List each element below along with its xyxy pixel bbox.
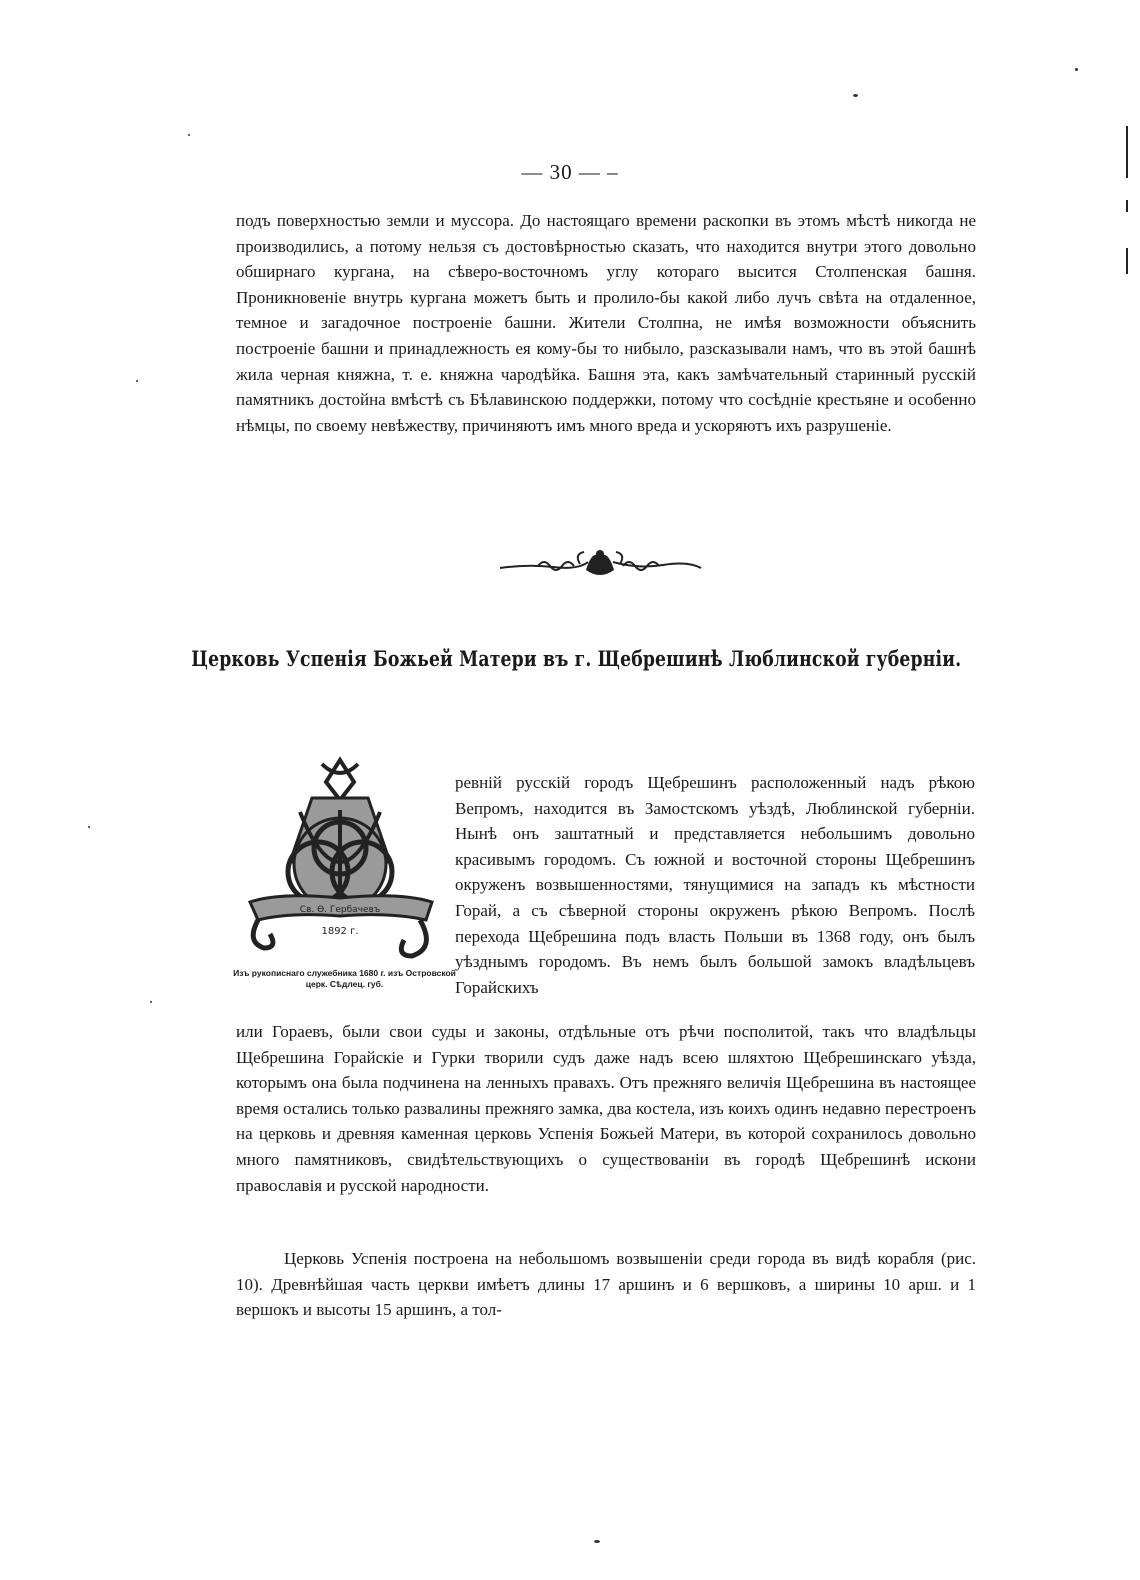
page-number: — 30 — –: [521, 160, 619, 184]
initial-inscription-year: 1892 г.: [321, 926, 359, 937]
section-heading: Церковь Успенія Божьей Матери въ г. Щебрешинѣ Люблинской губерніи.: [191, 646, 962, 671]
scan-speck: [150, 1001, 152, 1003]
body-paragraph-shchebreshin-top: ревній русскій городъ Щебрешинъ расположенный надъ рѣкою Вепромъ, находится въ Замостскомъ уѣздѣ, Люблинской губерніи. Нынѣ онъ заштатный и представляется небольшимъ довольно красивымъ городомъ. Съ южной и восточной стороны Щебрешинъ окруженъ возвышенностями, тянущимися на западъ къ мѣстности Горай, а съ сѣверной стороны окруженъ рѣкою Вепромъ. Послѣ перехода Щебрешина подъ власть Польши въ 1368 году, онъ былъ уѣзднымъ городомъ. Въ немъ былъ большой замокъ владѣльцевъ Горайскихъ: [455, 773, 975, 997]
scan-speck: [136, 380, 138, 382]
initial-inscription: Св. Ѳ. Гербачевъ: [299, 905, 381, 915]
body-paragraph-stolpie: подъ поверхностью земли и муссора. До настоящаго времени раскопки въ этомъ мѣстѣ никогда не производились, а потому нельзя съ достовѣрностью сказать, что находится внутри этого довольно обширнаго кургана, на сѣверо-восточномъ углу котораго высится Столпенская башня. Проникновеніе внутрь кургана можетъ быть и пролило-бы какой либо лучъ свѣта на отдаленное, темное и загадочное построеніе башни. Жители Столпна, не имѣя возможности объяснить построеніе башни и принадлежность ея кому-бы то нибыло, разсказывали намъ, что въ этой башнѣ жила черная княжна, т. е. княжна чародѣйка. Башня эта, какъ замѣчательный старинный русскій памятникъ достойна вмѣстѣ съ Бѣлавинскою поддержки, потому что сосѣдніе крестьяне и особенно нѣмцы, по своему невѣжеству, причиняютъ имъ много вреда и ускоряютъ ихъ разрушеніе.: [236, 211, 976, 435]
scan-speck: [88, 826, 90, 828]
body-paragraph-church: Церковь Успенія построена на небольшомъ возвышеніи среди города въ видѣ корабля (рис. 10). Древнѣйшая часть церкви имѣетъ длины 17 аршинъ и 6 вершковъ, а ширины 10 арш. и 1 вершокъ и высоты 15 аршинъ, а тол-: [236, 1249, 976, 1320]
ornament-divider: [498, 546, 703, 582]
body-paragraph-shchebreshin-bottom: или Гораевъ, были свои суды и законы, отдѣльные отъ рѣчи посполитой, такъ что владѣльцы Щебрешина Горайскіе и Гурки творили судъ даже надъ всею шляхтою Щебрешинскаго уѣзда, которымъ она была подчинена на ленныхъ правахъ. Отъ прежняго величія Щебрешина въ настоящее время остались только развалины прежняго замка, два костела, изъ коихъ одинъ недавно перестроенъ на церковь и древняя каменная церковь Успенія Божьей Матери, въ которой сохранилось довольно много памятниковъ, свидѣтельствующихъ о существованіи въ городѣ Щебрешинѣ искони православія и русской народности.: [236, 1022, 976, 1195]
scan-speck: [188, 134, 190, 136]
scan-speck: [1075, 68, 1078, 71]
scan-edge-line: [1126, 126, 1128, 178]
initial-letter-d-illustration: [240, 752, 440, 962]
scan-speck: [853, 94, 858, 97]
scan-speck: [594, 1540, 600, 1543]
scan-edge-line: [1126, 200, 1128, 212]
scan-edge-line: [1126, 248, 1128, 274]
figure-caption: Изъ рукописнаго служебника 1680 г. изъ Островской церк. Сѣдлец. губ.: [233, 968, 456, 989]
